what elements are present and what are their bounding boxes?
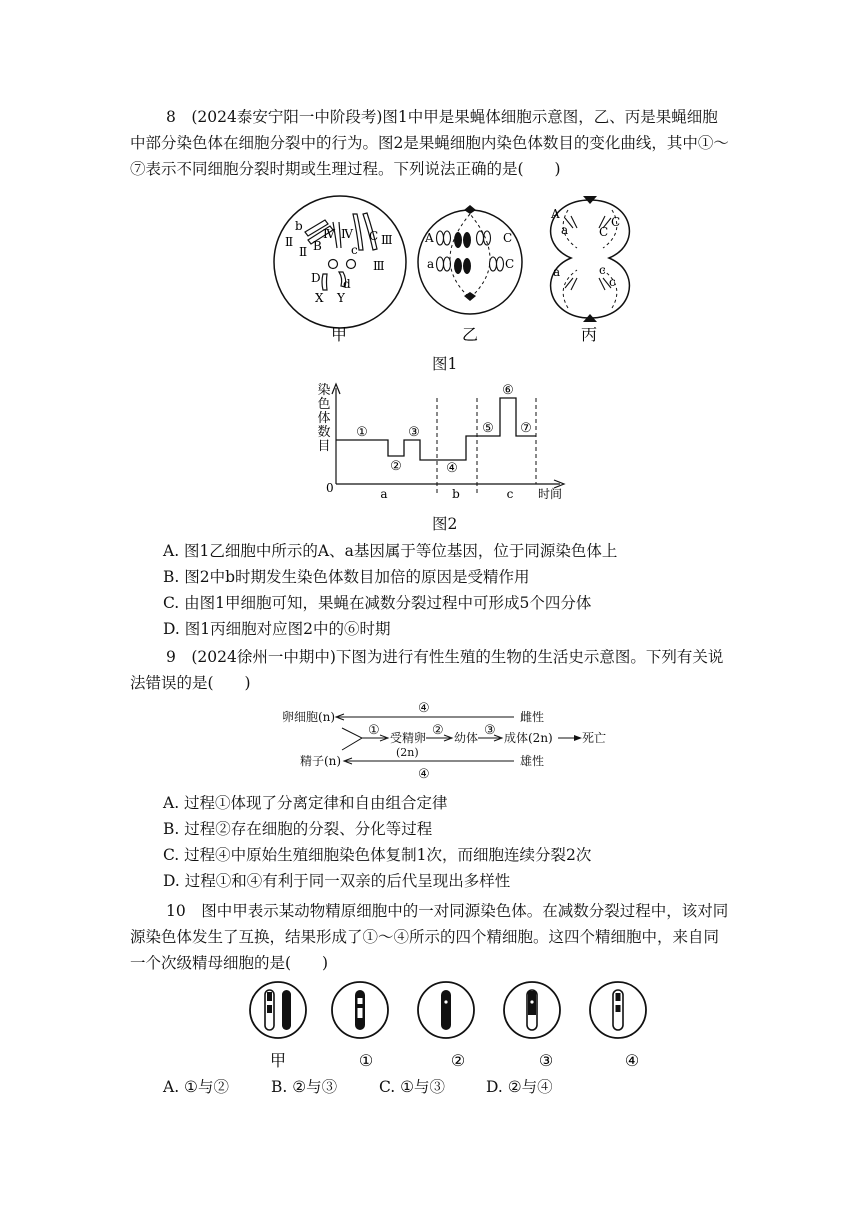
- q10-label-jia: 甲: [269, 1051, 287, 1070]
- yi-mark-A: A: [425, 231, 434, 245]
- jia-mark-X: X: [315, 291, 324, 305]
- lc-adult: 成体(2n): [504, 731, 553, 745]
- bing-mark-C-1: C: [611, 215, 621, 229]
- bing-mark-A: A: [551, 207, 560, 221]
- jia-mark-b: b: [295, 219, 303, 233]
- cell-yi: [418, 205, 522, 314]
- lc-juvenile: 幼体: [454, 731, 479, 745]
- fig1-label-bing: 丙: [580, 325, 598, 344]
- yi-mark-a: a: [427, 257, 435, 271]
- yi-mark-C-1: C: [503, 231, 513, 245]
- lc-death: 死亡: [582, 731, 607, 745]
- q8-option-c[interactable]: C. 由图1甲细胞可知，果蝇在减数分裂过程中可形成5个四分体: [163, 594, 592, 612]
- figure-1: [265, 192, 635, 352]
- jia-mark-C: C: [369, 229, 379, 243]
- q10-label-4: ④: [624, 1051, 640, 1070]
- q10-label-3: ③: [538, 1051, 554, 1070]
- life-cycle-diagram: [282, 700, 642, 780]
- q8-option-a[interactable]: A. 图1乙细胞中所示的A、a基因属于等位基因，位于同源染色体上: [163, 542, 618, 560]
- q10-option-b[interactable]: B. ②与③: [271, 1078, 338, 1096]
- cell-jia: [274, 196, 406, 328]
- fig2-stage-3: ③: [408, 425, 420, 440]
- question-8: [130, 104, 730, 182]
- q8-option-b[interactable]: B. 图2中b时期发生染色体数目加倍的原因是受精作用: [163, 568, 530, 586]
- svg-text:染: 染: [317, 383, 331, 398]
- fig1-label-yi: 乙: [461, 325, 479, 344]
- sperm-cells-figure: [228, 980, 668, 1072]
- fig2-x-axis: [336, 480, 564, 488]
- jia-mark-III-2: Ⅲ: [373, 259, 385, 273]
- figure-2-caption: 图2: [432, 515, 458, 533]
- fig2-origin: 0: [326, 481, 334, 495]
- bing-mark-c-1: c: [599, 263, 606, 277]
- lc-female: 雌性: [520, 710, 545, 724]
- bing-mark-C-2: C: [599, 225, 609, 239]
- q8-option-d[interactable]: D. 图1丙细胞对应图2中的⑥时期: [163, 620, 391, 638]
- q10-option-a[interactable]: A. ①与②: [163, 1078, 229, 1096]
- fig2-phase-b: b: [452, 487, 460, 501]
- cell-q10-jia: [250, 982, 306, 1038]
- fig2-xlabel: 时间: [537, 487, 562, 501]
- jia-mark-B: B: [313, 239, 322, 253]
- question-8-stem: 8 (2024泰安宁阳一中阶段考)图1中甲是果蝇体细胞示意图，乙、丙是果蝇细胞中部分染色体在细胞分裂中的行为。图2是果蝇细胞内染色体数目的变化曲线，其中①～⑦表示不同细胞分裂时期或生理过程。下列说法正确的是( ): [130, 108, 729, 178]
- fig2-phase-a: a: [380, 487, 388, 501]
- jia-mark-D: D: [311, 271, 321, 285]
- lc-step-4-top: ④: [418, 701, 430, 716]
- lc-step-4-bottom: ④: [418, 767, 430, 780]
- cell-q10-3: [504, 982, 560, 1038]
- question-9: [130, 644, 730, 696]
- jia-mark-II-2: Ⅱ: [299, 245, 308, 259]
- fig2-phase-c: c: [506, 487, 514, 501]
- cell-q10-2: [418, 982, 474, 1038]
- lc-step-1: ①: [368, 723, 380, 738]
- lc-male: 雄性: [520, 754, 545, 768]
- fig2-stage-5: ⑤: [482, 421, 494, 436]
- jia-mark-d: d: [343, 277, 351, 291]
- q10-option-c[interactable]: C. ①与③: [379, 1078, 446, 1096]
- question-10-stem: 10 图中甲表示某动物精原细胞中的一对同源染色体。在减数分裂过程中，该对同源染色体发生了互换，结果形成了①～④所示的四个精细胞。这四个精细胞中，来自同一个次级精母细胞的是( ): [130, 902, 729, 972]
- jia-mark-IV-1: Ⅳ: [323, 227, 335, 241]
- fig2-y-axis: [332, 384, 340, 484]
- q9-option-c[interactable]: C. 过程④中原始生殖细胞染色体复制1次，而细胞连续分裂2次: [163, 846, 592, 864]
- fig1-label-jia: 甲: [330, 325, 348, 344]
- jia-mark-III-1: Ⅲ: [381, 233, 393, 247]
- figure-2: [310, 380, 580, 505]
- q10-label-1: ①: [358, 1051, 374, 1070]
- lc-step-2: ②: [432, 723, 444, 738]
- lc-zygote-n: (2n): [396, 746, 419, 759]
- fig2-stage-7: ⑦: [520, 421, 532, 436]
- lc-egg: 卵细胞(n): [282, 710, 336, 724]
- yi-mark-C-2: C: [505, 257, 515, 271]
- svg-text:体: 体: [317, 411, 331, 426]
- lc-zygote: 受精卵: [390, 731, 427, 745]
- jia-mark-IV-2: Ⅳ: [341, 227, 353, 241]
- bing-mark-a-1: a: [561, 223, 569, 237]
- q10-label-2: ②: [450, 1051, 466, 1070]
- cell-bing: [550, 196, 629, 322]
- svg-text:目: 目: [317, 439, 331, 454]
- bing-mark-a-2: a: [553, 265, 561, 279]
- svg-text:色: 色: [317, 397, 331, 412]
- bing-mark-c-2: c: [609, 275, 616, 289]
- cell-q10-1: [332, 982, 388, 1038]
- fig2-stage-6: ⑥: [502, 383, 514, 398]
- cell-q10-4: [590, 982, 646, 1038]
- figure-1-caption: 图1: [432, 355, 458, 373]
- lc-sperm: 精子(n): [300, 754, 342, 768]
- jia-mark-II-1: Ⅱ: [285, 235, 294, 249]
- question-9-stem: 9 (2024徐州一中期中)下图为进行有性生殖的生物的生活史示意图。下列有关说法错误的是( ): [130, 648, 724, 692]
- fig2-stage-2: ②: [390, 459, 402, 474]
- fig2-stage-1: ①: [356, 425, 368, 440]
- q9-option-b[interactable]: B. 过程②存在细胞的分裂、分化等过程: [163, 820, 433, 838]
- fig2-stage-4: ④: [446, 461, 458, 476]
- jia-mark-Y: Y: [337, 291, 345, 305]
- lc-step-3: ③: [484, 723, 496, 738]
- svg-text:数: 数: [317, 425, 331, 440]
- q9-option-d[interactable]: D. 过程①和④有利于同一双亲的后代呈现出多样性: [163, 872, 511, 890]
- fig2-ylabel: [317, 382, 330, 454]
- q9-option-a[interactable]: A. 过程①体现了分离定律和自由组合定律: [163, 794, 448, 812]
- q10-option-d[interactable]: D. ②与④: [486, 1078, 553, 1096]
- question-10: [130, 898, 730, 976]
- jia-mark-c: c: [351, 243, 358, 257]
